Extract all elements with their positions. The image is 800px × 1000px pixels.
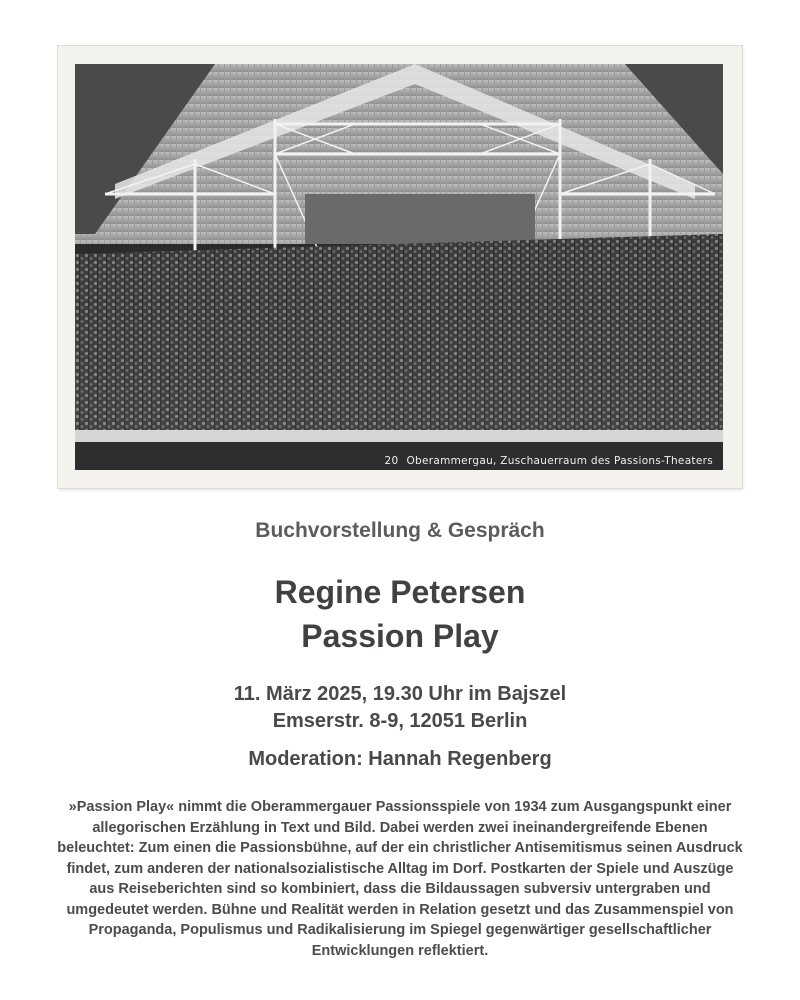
postcard-caption-text: Oberammergau, Zuschauerraum des Passions-Theaters xyxy=(406,455,713,467)
postcard-number: 20 xyxy=(384,455,399,467)
postcard xyxy=(58,46,742,488)
event-title xyxy=(0,570,800,658)
auditorium-photo xyxy=(75,64,723,470)
event-address: Emserstr. 8-9, 12051 Berlin xyxy=(272,710,528,732)
event-date-time: 11. März 2025, 19.30 Uhr im Bajszel xyxy=(233,683,567,705)
book-title: Passion Play xyxy=(301,618,499,654)
event-description: »Passion Play« nimmt die Oberammergauer Passionsspiele von 1934 zum Ausgangspunkt einer allegorischen Erzählung in Text und Bild. Dabei werden zwei ineinandergreifende Ebenen beleuchtet: Zum einen die Passionsbühne, auf der ein christlicher Antisemitismus seinen Ausdruck findet, zum anderen der nationalsozialistische Alltag im Dorf. Postkarten der Spiele und Auszüge aus Reiseberichten sind so kombiniert, dass die Bildaussagen subversiv untergraben und umgedeutet werden. Bühne und Realität werden in Relation gesetzt und das Zusammenspiel von Propaganda, Populismus und Radikalisierung im Spiegel gegenwärtiger gesellschaftlicher Entwicklungen reflektiert. xyxy=(57,799,743,959)
event-kicker: Buchvorstellung & Gespräch xyxy=(255,519,545,542)
auditorium-photo-illustration xyxy=(75,64,723,470)
event-moderation: Moderation: Hannah Regenberg xyxy=(248,748,552,770)
author-name: Regine Petersen xyxy=(274,574,526,610)
postcard-caption xyxy=(75,455,713,467)
event-details xyxy=(0,681,800,735)
